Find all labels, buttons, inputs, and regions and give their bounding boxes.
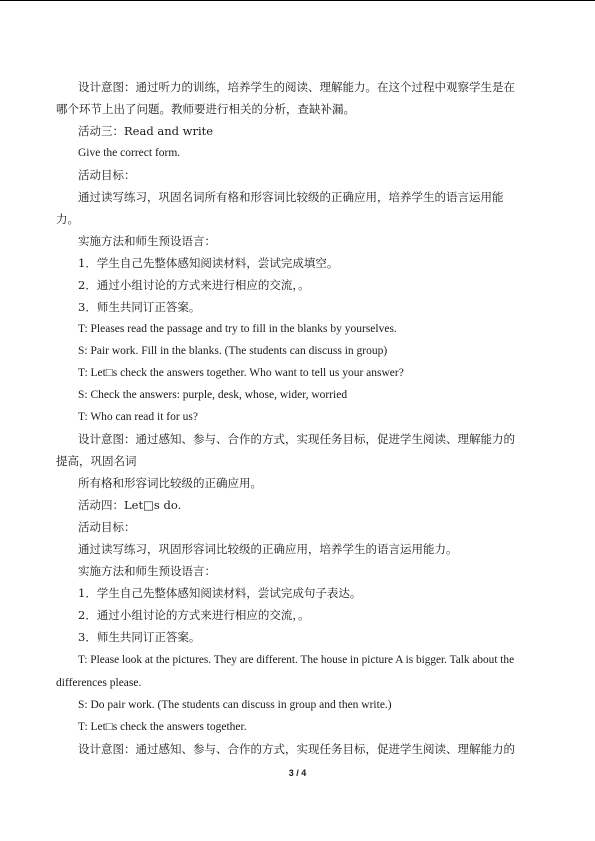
paragraph-line: 力。 — [56, 212, 79, 226]
dialogue-line: T: Let□s check the answers together. Who want to tell us your answer? — [78, 367, 404, 379]
dialogue-line: T: Who can read it for us? — [78, 411, 198, 423]
dialogue-line: S: Pair work. Fill in the blanks. (The students can discuss in group) — [78, 345, 388, 357]
list-item: 2．通过小组讨论的方式来进行相应的交流，。 — [78, 608, 310, 622]
paragraph-line: 通过读写练习，巩固形容词比较级的正确应用，培养学生的语言运用能力。 — [78, 542, 458, 556]
list-item: 3．师生共同订正答案。 — [78, 300, 201, 314]
paragraph-line: 实施方法和师生预设语言： — [78, 234, 216, 248]
list-item: 1．学生自己先整体感知阅读材料，尝试完成句子表达。 — [78, 586, 362, 600]
dialogue-line: S: Check the answers: purple, desk, whose, wider, worried — [78, 389, 348, 401]
paragraph-line: 所有格和形容词比较级的正确应用。 — [78, 476, 262, 490]
list-item: 3．师生共同订正答案。 — [78, 630, 201, 644]
list-item: 1．学生自己先整体感知阅读材料，尝试完成填空。 — [78, 256, 339, 270]
dialogue-line: T: Let□s check the answers together. — [78, 721, 247, 733]
page-number: 3 / 4 — [288, 768, 307, 778]
dialogue-line: S: Do pair work. (The students can discuss in group and then write.) — [78, 699, 392, 711]
paragraph-line: 哪个环节上出了问题。教师要进行相关的分析，查缺补漏。 — [56, 102, 355, 116]
dialogue-line: T: Pleases read the passage and try to fill in the blanks by yourselves. — [78, 323, 397, 335]
paragraph-line: 通过读写练习，巩固名词所有格和形容词比较级的正确应用，培养学生的语言运用能 — [78, 190, 504, 204]
section-heading-activity-3: 活动三：Read and write — [78, 124, 214, 138]
paragraph-line: 设计意图：通过感知、参与、合作的方式，实现任务目标，促进学生阅读、理解能力的 — [78, 432, 515, 446]
dialogue-line: T: Please look at the pictures. They are different. The house in picture A is bigger. Talk about the — [78, 654, 515, 666]
paragraph-line: 活动目标： — [78, 520, 136, 534]
paragraph-line: 活动目标： — [78, 168, 136, 182]
page-top-rule — [0, 0, 595, 1]
paragraph-line: 提高，巩固名词 — [56, 454, 137, 468]
list-item: 2．通过小组讨论的方式来进行相应的交流，。 — [78, 278, 310, 292]
paragraph-line: 设计意图：通过感知、参与、合作的方式，实现任务目标，促进学生阅读、理解能力的 — [78, 742, 515, 756]
paragraph-line: Give the correct form. — [78, 147, 181, 159]
paragraph-line: 设计意图：通过听力的训练，培养学生的阅读、理解能力。在这个过程中观察学生是在 — [78, 80, 515, 94]
section-heading-activity-4: 活动四：Let□s do. — [78, 498, 182, 512]
dialogue-line: differences please. — [56, 677, 142, 689]
paragraph-line: 实施方法和师生预设语言： — [78, 564, 216, 578]
